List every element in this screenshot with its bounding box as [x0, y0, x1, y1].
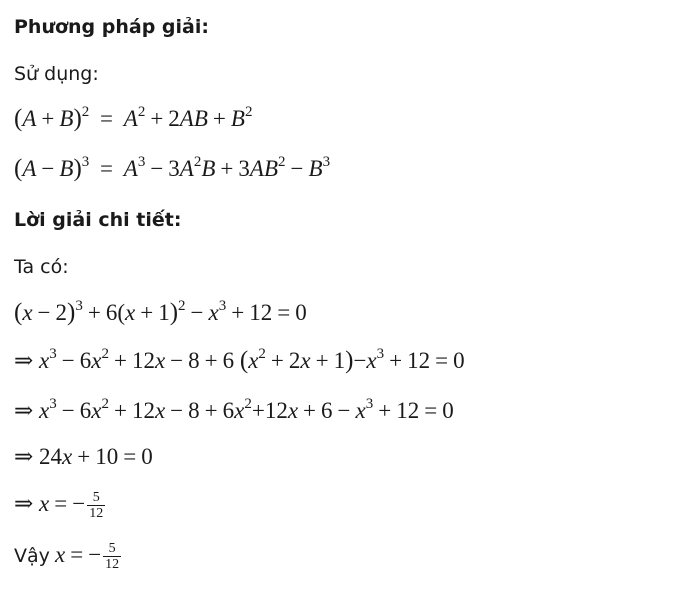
step-1: $(x - 2)^3 + 6(x + 1)^2 - x^3 + 12 = 0$	[14, 298, 307, 326]
method-heading: Phương pháp giải:	[14, 16, 209, 38]
step-4: ⇒ 24x + 10 = 0	[14, 444, 153, 469]
step-2: ⇒ $x^3 - 6x^2 + 12x - 8 + 6$ $(x^2 + 2x + 1)-x^3 + 12 = 0$	[14, 346, 465, 374]
formula-square-sum: $(A + B)^2 = A^2 + 2AB + B^2$	[14, 104, 253, 132]
conclusion-label: Vậy	[14, 544, 50, 567]
fraction-5-12: $\frac{5}{12}$	[89, 490, 104, 521]
conclusion: Vậy x = − $\frac{5}{12}$	[14, 541, 120, 572]
answer-fraction: $\frac{5}{12}$	[105, 541, 120, 572]
formula-cube-difference: $(A - B)^3 = A^3 - 3A^2B + 3AB^2 - B^3$	[14, 154, 331, 182]
use-label: Sử dụng:	[14, 63, 99, 85]
solution-heading: Lời giải chi tiết:	[14, 209, 182, 231]
step-3: ⇒ $x^3 - 6x^2 + 12x - 8 + 6x^2+12x + 6 - x^3 + 12 = 0$	[14, 396, 454, 423]
intro-text: Ta có:	[14, 256, 69, 278]
step-5: ⇒ x = − $\frac{5}{12}$	[14, 490, 104, 521]
